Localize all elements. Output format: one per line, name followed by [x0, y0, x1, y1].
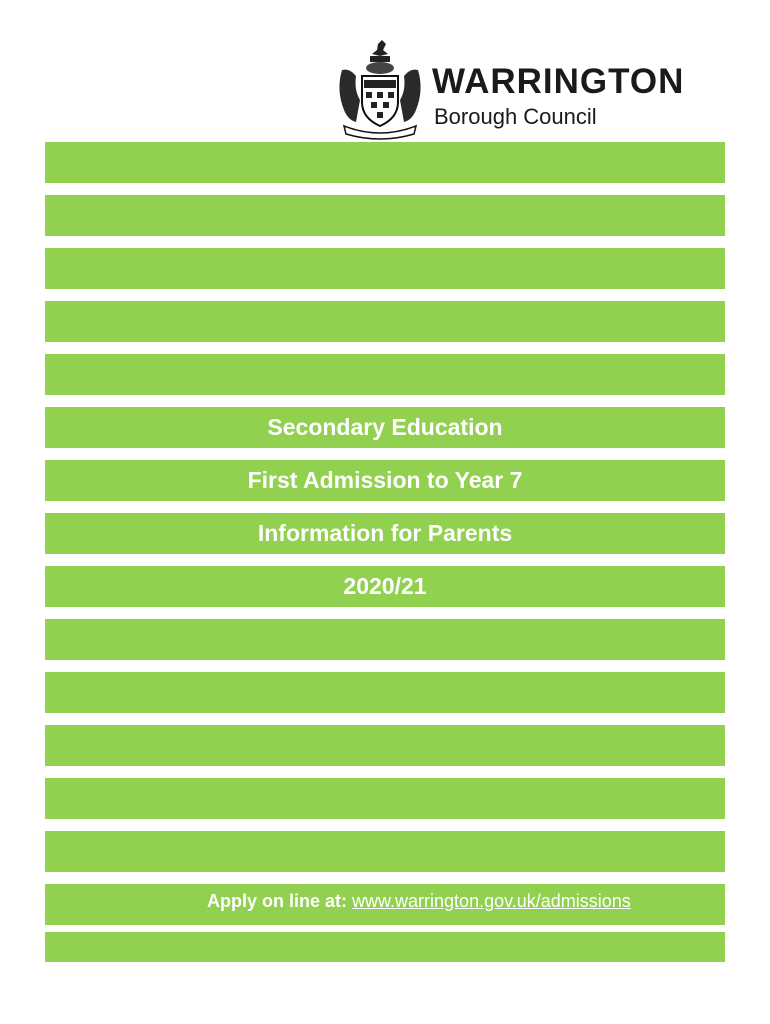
coat-of-arms-icon: [334, 40, 426, 140]
cover-title-line-3: Information for Parents: [257, 520, 513, 546]
green-stripe: [45, 142, 725, 183]
green-stripe: [45, 195, 725, 236]
green-stripe: [45, 672, 725, 713]
green-stripe: [45, 932, 725, 962]
green-stripe: [45, 831, 725, 872]
green-stripe: [45, 566, 725, 607]
green-stripe: [45, 407, 725, 448]
green-stripe: [45, 354, 725, 395]
admissions-link[interactable]: www.warrington.gov.uk/admissions: [352, 891, 631, 911]
green-stripe: [45, 725, 725, 766]
cover-title-line-1: Secondary Education: [267, 414, 503, 440]
org-subtitle: Borough Council: [434, 104, 597, 129]
cover-year: 2020/21: [343, 573, 427, 599]
green-stripe: [45, 778, 725, 819]
green-stripe: [45, 619, 725, 660]
green-stripe: [45, 460, 725, 501]
cover-title-line-2: First Admission to Year 7: [247, 467, 523, 493]
green-stripe: [45, 248, 725, 289]
org-name: WARRINGTON: [432, 62, 685, 101]
green-stripe: [45, 301, 725, 342]
apply-online: [207, 891, 631, 912]
apply-label: Apply on line at:: [207, 891, 348, 911]
green-stripe: [45, 513, 725, 554]
council-logo: [334, 40, 724, 140]
